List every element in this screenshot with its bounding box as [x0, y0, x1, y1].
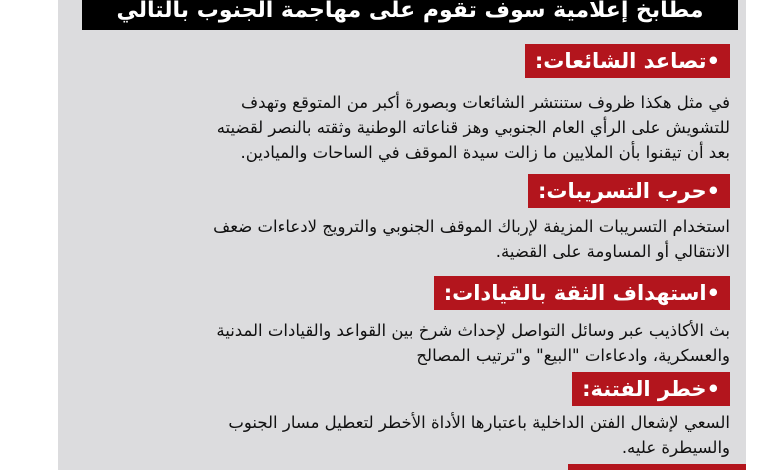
body-line: السعي لإشعال الفتن الداخلية باعتبارها الأداة الأخطر لتعطيل مسار الجنوب	[228, 413, 730, 432]
body-line: للتشويش على الرأي العام الجنوبي وهز قناعاته الوطنية وثقته بالنصر لقضيته	[216, 118, 730, 137]
body-line: بعد أن تيقنوا بأن الملايين ما زالت سيدة الموقف في الساحات والميادين.	[240, 143, 730, 162]
body-line: في مثل هكذا ظروف ستنتشر الشائعات وبصورة أكبر من المتوقع وتهدف	[240, 93, 730, 112]
page-title	[82, 0, 738, 30]
section-body-leaks	[70, 214, 730, 264]
section-heading-leaks: •حرب التسريبات:	[528, 174, 730, 208]
body-line: والسيطرة عليه.	[621, 438, 730, 457]
body-line: الانتقالي أو المساومة على القضية.	[495, 242, 730, 261]
section-heading-leadership-trust: •استهداف الثقة بالقيادات:	[434, 276, 730, 310]
body-line: بث الأكاذيب عبر وسائل التواصل لإحداث شرخ بين القواعد والقيادات المدنية	[216, 321, 730, 340]
page-title-text: مطابخ إعلامية سوف تقوم على مهاجمة الجنوب بالتالي	[116, 0, 704, 23]
next-heading-edge	[568, 464, 746, 470]
document-panel	[58, 0, 746, 470]
body-line: والعسكرية، وادعاءات "البيع" و"ترتيب المصالح	[416, 346, 730, 365]
section-heading-sedition: •خطر الفتنة:	[572, 372, 730, 406]
section-body-leadership-trust	[70, 318, 730, 368]
section-body-sedition	[70, 410, 730, 460]
section-body-rumors	[70, 90, 730, 165]
section-heading-rumors: •تصاعد الشائعات:	[525, 44, 730, 78]
body-line: استخدام التسريبات المزيفة لإرباك الموقف الجنوبي والترويج لادعاءات ضعف	[213, 217, 730, 236]
